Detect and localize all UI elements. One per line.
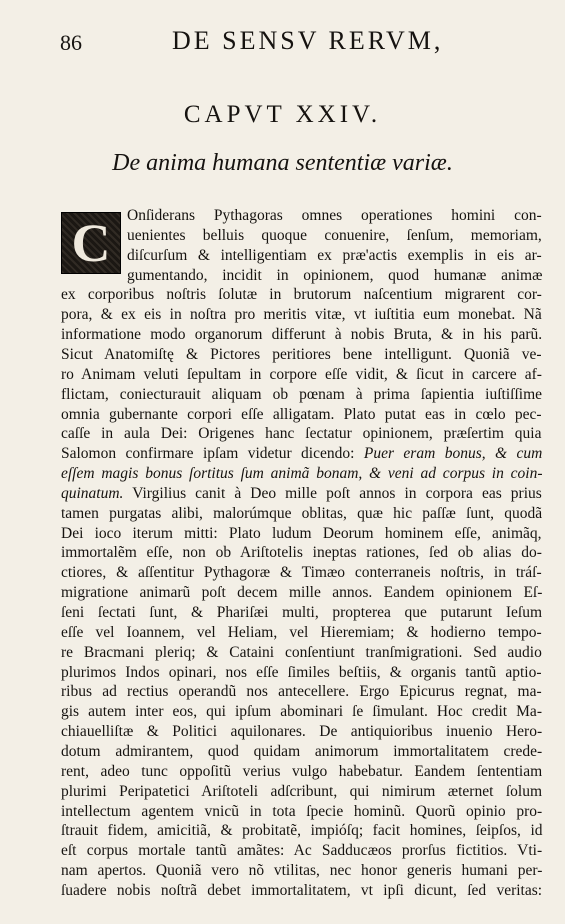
line-text: Sicut Anatomiſtę & Pictores peritiores bene intelligunt. Quoniã ve- bbox=[61, 345, 542, 363]
line-text: Dei ioco iterum mitti: Plato ludum Deorum hominem eſſe, animãq, bbox=[61, 524, 542, 542]
text-line bbox=[61, 821, 543, 841]
text-line bbox=[61, 802, 542, 822]
text-line bbox=[127, 266, 542, 286]
text-line bbox=[61, 365, 542, 385]
text-line bbox=[61, 841, 542, 861]
text-line bbox=[61, 543, 542, 563]
italic-text: quinatum. bbox=[61, 484, 124, 502]
line-text: intellectum agentem vnicũ in tota ſpecie hominũ. Quorũ opinio pro- bbox=[61, 802, 543, 820]
text-line bbox=[127, 206, 542, 226]
line-text: eſt corpus mortale tantũ amãtes: Ac Sadducæos prorſus fictitios. Vti- bbox=[61, 842, 543, 860]
text-line bbox=[61, 623, 542, 643]
text-line bbox=[61, 663, 542, 683]
text-line bbox=[61, 464, 543, 484]
line-text: flictam, coniecturauit aliquam ob pœnam à prima ſapientia iuſtiſſime bbox=[61, 385, 543, 403]
text-line bbox=[61, 722, 542, 742]
line-text: Onſiderans Pythagoras omnes operationes homini con- bbox=[127, 207, 542, 224]
text-line bbox=[61, 861, 542, 881]
text-line bbox=[61, 444, 542, 464]
line-text: Virgilius canit à Deo mille poſt annos in corpora eas prius bbox=[123, 484, 542, 502]
chapter-heading: CAPVT XXIV. bbox=[183, 101, 382, 128]
text-line bbox=[61, 762, 542, 782]
line-text: gumentando, incidit in opinionem, quod humanæ animæ bbox=[127, 266, 543, 284]
line-text: migratione animarũ poſt decem mille annos. Eandem opinionem Eſ- bbox=[61, 584, 543, 602]
text-line bbox=[61, 424, 542, 444]
text-line bbox=[61, 881, 542, 901]
line-text: ex corporibus noſtris ſolutæ in brutorum naſcentium migrarent cor- bbox=[61, 286, 542, 304]
line-text: ro Animam veluti ſepultam in corpore eſſe vidit, & ſicut in carcere af- bbox=[61, 365, 542, 383]
line-text: dotum admirantem, quod quidam animorum immortalitatem crede- bbox=[61, 742, 543, 760]
line-text: nam apertos. Quoniã vero nõ vtilitas, nec honor generis humani per- bbox=[61, 862, 543, 880]
text-line bbox=[61, 305, 542, 325]
line-text: ribus ad rectius operandũ nos antecellere. Ergo Epicurus regnat, ma- bbox=[61, 683, 542, 701]
line-text: plurimi Peripatetici Ariſtoteli adſcribunt, qui nimirum æternet ſolum bbox=[61, 782, 543, 800]
decorated-initial bbox=[61, 212, 121, 274]
chapter-subtitle: De anima humana sententiæ variæ. bbox=[112, 150, 453, 176]
line-text: Salomon confirmare ipſam videtur dicendo: bbox=[61, 445, 364, 463]
text-line bbox=[61, 742, 542, 762]
running-title: DE SENSV RERVM, bbox=[172, 26, 444, 55]
text-line bbox=[61, 643, 542, 663]
text-line bbox=[61, 603, 542, 623]
text-line bbox=[61, 285, 542, 305]
text-line bbox=[61, 524, 542, 544]
text-line bbox=[127, 246, 542, 266]
text-line bbox=[61, 583, 542, 603]
line-text: ſuadere nobis noſtrã debet immortalitatem, vt ipſi dicunt, ſed veritas: bbox=[61, 881, 543, 899]
line-text: ctiores, & aſſentitur Pythagoræ & Timæo conterraneis noſtris, in tráſ- bbox=[61, 564, 542, 582]
line-text: ſeni ſectati ſunt, & Phariſæi multi, propterea que putarunt Ieſum bbox=[61, 604, 543, 621]
text-line bbox=[61, 504, 542, 524]
line-text: diſcurſum & intelligentiam ex præ'actis exemplis in eis ar- bbox=[127, 246, 542, 264]
line-text: rent, adeo tunc oppoſitũ verius vulgo habebatur. Eandem ſententiam bbox=[61, 762, 543, 780]
text-line bbox=[61, 345, 542, 365]
line-text: caſſe in aula Dei: Origenes hanc ſectatur opinionem, præſertim quia bbox=[61, 425, 542, 443]
text-line bbox=[61, 682, 542, 702]
line-text: re Bracmani pleriq; & Cataini conſentiunt tranſmigrationi. Sed audio bbox=[61, 643, 542, 661]
line-text: chiauelliſtæ & Politici aquilonares. De antiquioribus inuenio Hero- bbox=[61, 723, 543, 741]
line-text: informatione modo organorum differunt à nobis Bruta, & in his parũ. bbox=[61, 326, 543, 344]
text-line bbox=[61, 702, 542, 722]
italic-text: Puer eram bonus, & cum bbox=[363, 445, 543, 463]
line-text: immortalẽm eſſe, non ob Ariſtotelis ineptas rationes, ſed ob alias do- bbox=[61, 544, 542, 562]
line-text: pora, & ex eis in noſtra pro meritis vitæ, vt iuſtitia eum monebat. Nã bbox=[61, 306, 542, 324]
text-line bbox=[61, 385, 542, 405]
line-text: ſtrauit fidem, amicitiã, & probitatẽ, impióſq; facit homines, ſeipſos, id bbox=[61, 822, 543, 840]
line-text: gis autem inter eos, qui ipſum abominari ſe ſimulant. Hoc credit Ma- bbox=[61, 703, 542, 721]
text-line bbox=[61, 563, 542, 583]
line-text: uenientes belluis quoque conuenire, ſenſum, memoriam, bbox=[127, 226, 542, 244]
running-head bbox=[60, 26, 544, 58]
text-line bbox=[61, 405, 542, 425]
line-text: plurimos Indos opinari, nos eſſe ſimiles beſtiis, & organis tantũ aptio- bbox=[61, 663, 542, 681]
italic-text: eſſem magis bonus ſortitus ſum animã bonam, & veni ad corpus in coin- bbox=[61, 465, 543, 483]
text-line bbox=[61, 782, 542, 802]
text-line bbox=[61, 484, 542, 504]
text-line bbox=[61, 325, 542, 345]
line-text: omnia gubernante corpori eſſe alligatam. Plato putat eas in cœlo pec- bbox=[61, 405, 542, 423]
line-text: eſſe vel Ioannem, vel Heliam, vel Hieremiam; & hodierno tempo- bbox=[61, 623, 542, 641]
line-text: tamen purgatas alibi, malorúmque oblitas, quæ hic paſſæ ſunt, quodã bbox=[61, 504, 543, 522]
page-number: 86 bbox=[60, 30, 82, 55]
initial-letter: C bbox=[71, 213, 111, 273]
text-line bbox=[127, 226, 542, 246]
